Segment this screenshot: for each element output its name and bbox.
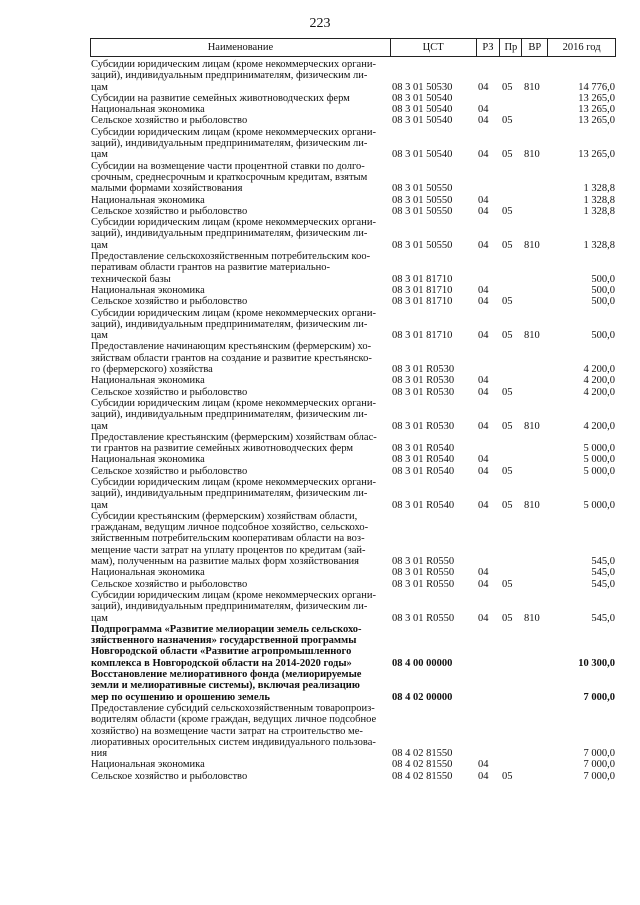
row-name: Субсидии на развитие семейных животноводческих ферм <box>91 92 350 104</box>
row-amount: 7 000,0 <box>583 759 615 771</box>
row-pr: 05 <box>502 81 513 93</box>
row-vr: 810 <box>524 612 540 624</box>
row-amount: 500,0 <box>591 273 615 285</box>
table-row <box>90 669 616 703</box>
row-pr: 05 <box>502 770 513 782</box>
row-cst: 08 3 01 81710 <box>392 330 453 342</box>
row-vr: 810 <box>524 81 540 93</box>
row-vr: 810 <box>524 499 540 511</box>
row-amount: 545,0 <box>591 612 615 624</box>
row-cst: 08 4 02 81550 <box>392 759 453 771</box>
row-pr: 05 <box>502 578 513 590</box>
table-row <box>90 703 616 759</box>
row-name: Сельское хозяйство и рыболовство <box>91 205 248 217</box>
row-name: Национальная экономика <box>91 375 205 387</box>
row-vr: 810 <box>524 239 540 251</box>
row-name: Субсидии юридическим лицам (кроме некоммерческих органи- заций), индивидуальным предпринимателям, физическим ли- цам <box>91 397 376 432</box>
row-rz: 04 <box>478 578 489 590</box>
row-name: Сельское хозяйство и рыболовство <box>91 578 248 590</box>
table-row <box>90 387 616 398</box>
row-rz: 04 <box>478 770 489 782</box>
row-cst: 08 3 01 R0530 <box>392 386 455 398</box>
table-row <box>90 477 616 511</box>
row-amount: 13 265,0 <box>578 104 615 116</box>
row-rz: 04 <box>478 284 489 296</box>
row-name: Сельское хозяйство и рыболовство <box>91 465 248 477</box>
row-amount: 10 300,0 <box>578 657 615 669</box>
row-cst: 08 4 00 00000 <box>392 657 453 669</box>
row-name: Национальная экономика <box>91 759 205 771</box>
table-row <box>90 771 616 782</box>
row-cst: 08 3 01 50540 <box>392 115 453 127</box>
row-cst: 08 3 01 50540 <box>392 92 453 104</box>
row-pr: 05 <box>502 296 513 308</box>
row-rz: 04 <box>478 759 489 771</box>
table-row <box>90 217 616 251</box>
row-amount: 500,0 <box>591 330 615 342</box>
row-cst: 08 3 01 R0530 <box>392 420 455 432</box>
row-amount: 7 000,0 <box>583 770 615 782</box>
table-header <box>90 38 616 57</box>
row-cst: 08 3 01 R0550 <box>392 578 455 590</box>
row-cst: 08 3 01 50550 <box>392 239 453 251</box>
row-amount: 5 000,0 <box>583 454 615 466</box>
row-name: Субсидии на возмещение части процентной ставки по долго- срочным, среднесрочным и краткосрочным кредитам, взятым малыми формами хозяйствования <box>91 160 368 195</box>
row-cst: 08 3 01 50550 <box>392 194 453 206</box>
row-amount: 14 776,0 <box>578 81 615 93</box>
table-row <box>90 206 616 217</box>
row-cst: 08 3 01 81710 <box>392 284 453 296</box>
table-row <box>90 127 616 161</box>
row-vr: 810 <box>524 330 540 342</box>
row-cst: 08 3 01 R0550 <box>392 567 455 579</box>
row-name: Субсидии юридическим лицам (кроме некоммерческих органи- заций), индивидуальным предпринимателям, физическим ли- цам <box>91 476 376 511</box>
row-cst: 08 3 01 50540 <box>392 149 453 161</box>
row-name: Национальная экономика <box>91 567 205 579</box>
row-cst: 08 3 01 R0540 <box>392 454 455 466</box>
row-amount: 4 200,0 <box>583 386 615 398</box>
table-row <box>90 251 616 285</box>
table-row <box>90 341 616 375</box>
row-pr: 05 <box>502 115 513 127</box>
row-name: Субсидии юридическим лицам (кроме некоммерческих органи- заций), индивидуальным предпринимателям, физическим ли- цам <box>91 126 376 161</box>
row-pr: 05 <box>502 205 513 217</box>
column-header-name: Наименование <box>207 42 274 53</box>
table-body <box>90 59 616 782</box>
row-name: Субсидии юридическим лицам (кроме некоммерческих органи- заций), индивидуальным предпринимателям, физическим ли- цам <box>91 307 376 342</box>
row-amount: 7 000,0 <box>583 748 615 760</box>
table-row <box>90 579 616 590</box>
row-name: Предоставление субсидий сельскохозяйственным товаропроиз- водителям области (кроме граждан, ведущих личное подсобное хозяйство) на возмещение части затрат на строительство ме- лиоративных оросительных систем индивидуального пользова- ния <box>91 702 377 760</box>
row-amount: 545,0 <box>591 556 615 568</box>
row-name: Сельское хозяйство и рыболовство <box>91 115 248 127</box>
row-rz: 04 <box>478 420 489 432</box>
table-row <box>90 375 616 386</box>
row-name: Субсидии юридическим лицам (кроме некоммерческих органи- заций), индивидуальным предпринимателям, физическим ли- цам <box>91 59 376 93</box>
row-rz: 04 <box>478 194 489 206</box>
row-pr: 05 <box>502 149 513 161</box>
row-rz: 04 <box>478 115 489 127</box>
column-header-cst: ЦСТ <box>390 39 476 56</box>
row-name: Подпрограмма «Развитие мелиорации земель сельскохо- зяйственного назначения» государственной программы Новгородской области «Развитие агропромышленного комплекса в Новгородской области на 2014-2020 годы» <box>91 623 362 669</box>
row-rz: 04 <box>478 567 489 579</box>
row-rz: 04 <box>478 465 489 477</box>
row-amount: 1 328,8 <box>583 205 615 217</box>
table-row <box>90 567 616 578</box>
row-cst: 08 3 01 50540 <box>392 104 453 116</box>
row-amount: 5 000,0 <box>583 443 615 455</box>
row-rz: 04 <box>478 205 489 217</box>
table-row <box>90 296 616 307</box>
row-name: Субсидии крестьянским (фермерским) хозяйствам области, гражданам, ведущим личное подсобное хозяйство, сельскохо- зяйственным потребительским кооперативам области на воз- мещение части затрат на уплату процентов по кредитам (зай- мам), полученным на развитие малых форм хозяйствования <box>91 510 369 568</box>
row-amount: 13 265,0 <box>578 115 615 127</box>
row-cst: 08 3 01 50550 <box>392 183 453 195</box>
row-amount: 4 200,0 <box>583 420 615 432</box>
row-cst: 08 4 02 81550 <box>392 770 453 782</box>
page-number: 223 <box>309 16 331 31</box>
table-row <box>90 93 616 104</box>
row-pr: 05 <box>502 465 513 477</box>
row-name: Национальная экономика <box>91 284 205 296</box>
row-vr: 810 <box>524 149 540 161</box>
table-row <box>90 59 616 93</box>
row-cst: 08 3 01 R0550 <box>392 612 455 624</box>
table-row <box>90 308 616 342</box>
row-rz: 04 <box>478 239 489 251</box>
table-row <box>90 624 616 669</box>
row-amount: 4 200,0 <box>583 375 615 387</box>
row-name: Предоставление крестьянским (фермерским) хозяйствам облас- ти грантов на развитие семейных животноводческих ферм <box>91 431 377 455</box>
row-cst: 08 3 01 50550 <box>392 205 453 217</box>
row-cst: 08 3 01 50530 <box>392 81 453 93</box>
row-rz: 04 <box>478 296 489 308</box>
row-name: Национальная экономика <box>91 454 205 466</box>
row-cst: 08 4 02 00000 <box>392 691 453 703</box>
table-row <box>90 115 616 126</box>
column-header-pr: Пр <box>499 39 521 56</box>
row-amount: 500,0 <box>591 296 615 308</box>
column-header-rz: РЗ <box>476 39 500 56</box>
row-pr: 05 <box>502 499 513 511</box>
row-pr: 05 <box>502 239 513 251</box>
row-amount: 5 000,0 <box>583 465 615 477</box>
row-amount: 5 000,0 <box>583 499 615 511</box>
row-amount: 4 200,0 <box>583 364 615 376</box>
row-amount: 1 328,8 <box>583 239 615 251</box>
row-pr: 05 <box>502 330 513 342</box>
column-header-vr: ВР <box>521 39 547 56</box>
table-row <box>90 195 616 206</box>
row-amount: 1 328,8 <box>583 183 615 195</box>
row-cst: 08 3 01 R0530 <box>392 375 455 387</box>
table-row <box>90 285 616 296</box>
row-rz: 04 <box>478 612 489 624</box>
row-rz: 04 <box>478 104 489 116</box>
row-amount: 13 265,0 <box>578 92 615 104</box>
row-rz: 04 <box>478 454 489 466</box>
row-cst: 08 3 01 R0540 <box>392 443 455 455</box>
table-row <box>90 104 616 115</box>
row-cst: 08 3 01 R0540 <box>392 499 455 511</box>
row-rz: 04 <box>478 499 489 511</box>
table-row <box>90 161 616 195</box>
row-amount: 7 000,0 <box>583 691 615 703</box>
row-cst: 08 3 01 81710 <box>392 296 453 308</box>
table-row <box>90 466 616 477</box>
table-row <box>90 432 616 455</box>
row-name: Субсидии юридическим лицам (кроме некоммерческих органи- заций), индивидуальным предпринимателям, физическим ли- цам <box>91 217 376 251</box>
row-name: Сельское хозяйство и рыболовство <box>91 386 248 398</box>
row-name: Восстановление мелиоративного фонда (мелиорируемые земли и мелиоративные системы), включая реализацию мер по осушению и орошению земель <box>91 669 362 703</box>
row-amount: 13 265,0 <box>578 149 615 161</box>
row-cst: 08 3 01 81710 <box>392 273 453 285</box>
row-rz: 04 <box>478 375 489 387</box>
row-rz: 04 <box>478 386 489 398</box>
row-name: Субсидии юридическим лицам (кроме некоммерческих органи- заций), индивидуальным предпринимателям, физическим ли- цам <box>91 589 376 624</box>
row-amount: 1 328,8 <box>583 194 615 206</box>
row-pr: 05 <box>502 386 513 398</box>
table-row <box>90 590 616 624</box>
row-name: Национальная экономика <box>91 104 205 116</box>
row-amount: 545,0 <box>591 567 615 579</box>
row-name: Национальная экономика <box>91 194 205 206</box>
row-name: Сельское хозяйство и рыболовство <box>91 296 248 308</box>
table-row <box>90 511 616 567</box>
row-cst: 08 4 02 81550 <box>392 748 453 760</box>
row-vr: 810 <box>524 420 540 432</box>
row-amount: 545,0 <box>591 578 615 590</box>
row-rz: 04 <box>478 330 489 342</box>
row-amount: 500,0 <box>591 284 615 296</box>
budget-table <box>90 38 616 782</box>
row-cst: 08 3 01 R0540 <box>392 465 455 477</box>
table-row <box>90 759 616 770</box>
row-name: Сельское хозяйство и рыболовство <box>91 770 248 782</box>
table-row <box>90 398 616 432</box>
table-row <box>90 454 616 465</box>
row-rz: 04 <box>478 149 489 161</box>
row-pr: 05 <box>502 612 513 624</box>
row-cst: 08 3 01 R0550 <box>392 556 455 568</box>
column-header-year: 2016 год <box>547 39 615 56</box>
row-rz: 04 <box>478 81 489 93</box>
row-name: Предоставление начинающим крестьянским (фермерским) хо- зяйствам области грантов на создание и развитие крестьянско- го (фермерского) хозяйства <box>91 341 372 376</box>
row-pr: 05 <box>502 420 513 432</box>
row-cst: 08 3 01 R0530 <box>392 364 455 376</box>
row-name: Предоставление сельскохозяйственным потребительским коо- перативам области грантов на развитие материально- технической базы <box>91 251 371 285</box>
